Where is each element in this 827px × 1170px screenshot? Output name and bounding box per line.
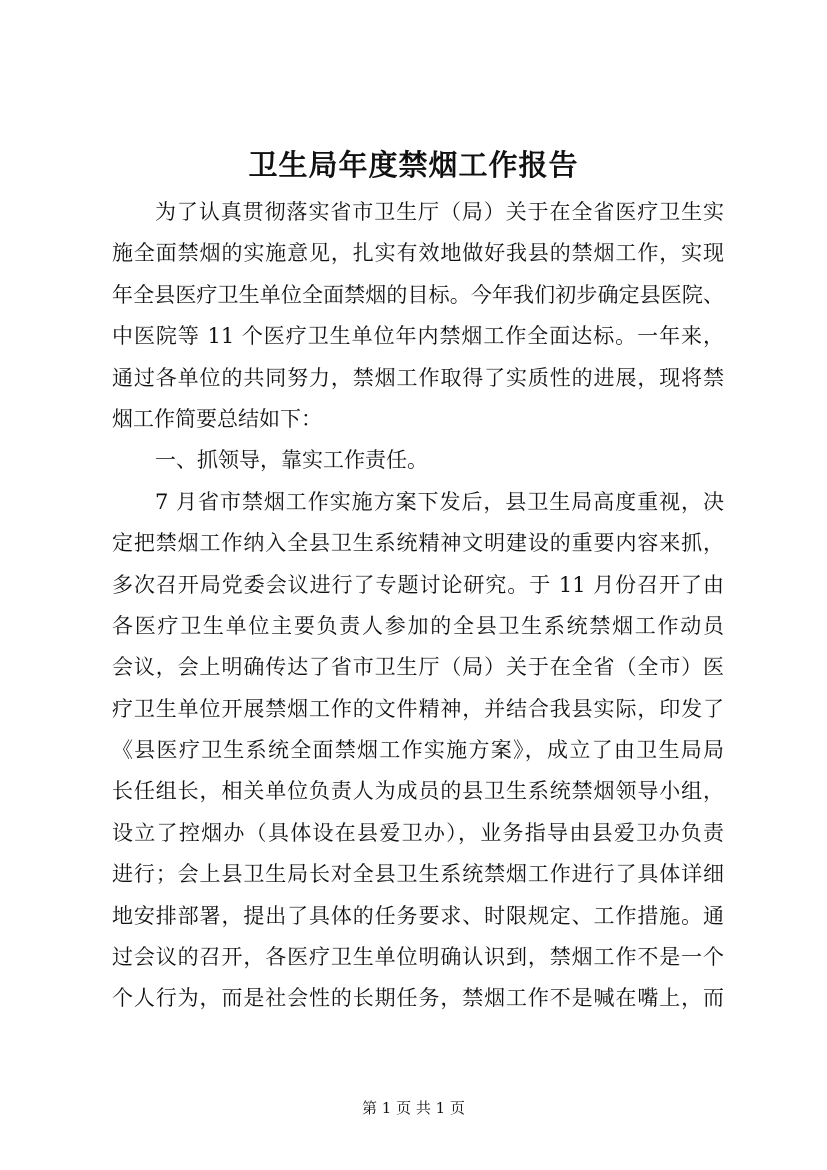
- text-line: 为了认真贯彻落实省市卫生厅（局）关于在全省医疗卫生实: [155, 200, 724, 224]
- text-line: 定把禁烟工作纳入全县卫生系统精神文明建设的重要内容来抓，: [112, 531, 724, 556]
- page-footer: 第 1 页 共 1 页: [362, 1099, 465, 1117]
- text-line: 地安排部署，提出了具体的任务要求、时限规定、工作措施。通: [112, 903, 724, 928]
- document-body: [112, 192, 724, 1020]
- text-line: 会议，会上明确传达了省市卫生厅（局）关于在全省（全市）医: [112, 655, 724, 680]
- text-line: 施全面禁烟的实施意见，扎实有效地做好我县的禁烟工作，实现: [112, 241, 724, 266]
- text-line: 中医院等 11 个医疗卫生单位年内禁烟工作全面达标。一年来，: [112, 324, 724, 349]
- text-line: 设立了控烟办（具体设在县爱卫办），业务指导由县爱卫办负责: [112, 820, 724, 845]
- section-heading: 一、抓领导，靠实工作责任。: [155, 448, 428, 473]
- document-title: 卫生局年度禁烟工作报告: [248, 148, 579, 182]
- text-line: 通过各单位的共同努力，禁烟工作取得了实质性的进展，现将禁: [112, 365, 724, 390]
- text-line: 进行；会上县卫生局长对全县卫生系统禁烟工作进行了具体详细: [112, 862, 724, 887]
- text-line: 个人行为，而是社会性的长期任务，禁烟工作不是喊在嘴上，而: [112, 986, 724, 1011]
- text-line: 疗卫生单位开展禁烟工作的文件精神，并结合我县实际，印发了: [112, 696, 724, 721]
- text-line: 7 月省市禁烟工作实施方案下发后，县卫生局高度重视，决: [155, 489, 724, 514]
- text-line: 过会议的召开，各医疗卫生单位明确认识到，禁烟工作不是一个: [112, 945, 724, 970]
- text-line: 多次召开局党委会议进行了专题讨论研究。于 11 月份召开了由: [112, 572, 724, 597]
- text-line: 年全县医疗卫生单位全面禁烟的目标。今年我们初步确定县医院、: [112, 282, 724, 307]
- text-line: 长任组长，相关单位负责人为成员的县卫生系统禁烟领导小组，: [112, 779, 724, 804]
- text-line: 各医疗卫生单位主要负责人参加的全县卫生系统禁烟工作动员: [112, 613, 724, 638]
- text-line: 烟工作简要总结如下：: [112, 406, 322, 431]
- text-line: 《县医疗卫生系统全面禁烟工作实施方案》，成立了由卫生局局: [112, 738, 724, 763]
